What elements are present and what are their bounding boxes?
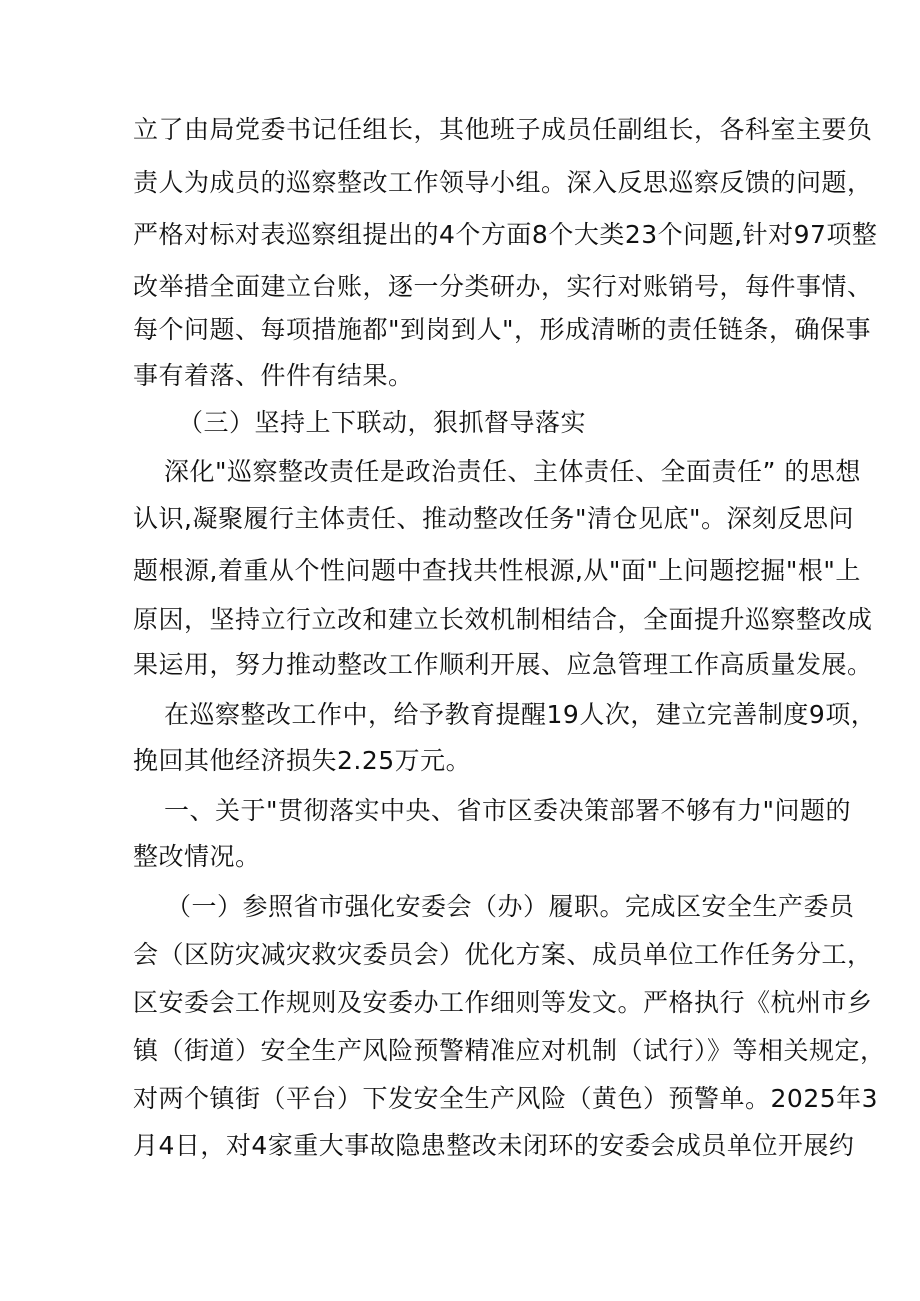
section-heading-3: （三）坚持上下联动，狠抓督导落实 <box>178 408 587 437</box>
paragraph-line-10: 原因，坚持立行立改和建立长效机制相结合，全面提升巡察整改成 <box>133 605 873 634</box>
chapter-heading-1-cont: 整改情况。 <box>133 842 261 871</box>
paragraph-line-4: 改举措全面建立台账，逐一分类研办，实行对账销号，每件事情、 <box>133 272 873 301</box>
paragraph-line-5: 每个问题、每项措施都"到岗到人"，形成清晰的责任链条，确保事 <box>133 315 872 344</box>
paragraph-line-2: 责人为成员的巡察整改工作领导小组。深入反思巡察反馈的问题， <box>133 168 873 197</box>
paragraph-line-17: 镇（街道）安全生产风险预警精准应对机制（试行）》等相关规定， <box>133 1036 886 1065</box>
paragraph-line-19: 月4日，对4家重大事故隐患整改未闭环的安委会成员单位开展约 <box>133 1131 855 1160</box>
paragraph-line-3: 严格对标对表巡察组提出的4个方面8个大类23个问题,针对97项整 <box>133 220 878 249</box>
paragraph-line-13: 挽回其他经济损失2.25万元。 <box>133 746 472 775</box>
paragraph-line-7: 深化"巡察整改责任是政治责任、主体责任、全面责任” 的思想 <box>164 457 861 486</box>
paragraph-line-14: （一）参照省市强化安委会（办）履职。完成区安全生产委员 <box>166 892 855 921</box>
paragraph-line-8: 认识,凝聚履行主体责任、推动整改任务"清仓见底"。深刻反思问 <box>133 504 854 533</box>
paragraph-line-9: 题根源,着重从个性问题中查找共性根源,从"面"上问题挖掘"根"上 <box>133 556 861 585</box>
paragraph-line-6: 事有着落、件件有结果。 <box>133 361 414 390</box>
paragraph-line-18: 对两个镇街（平台）下发安全生产风险（黄色）预警单。2025年3 <box>133 1084 879 1113</box>
paragraph-line-11: 果运用，努力推动整改工作顺利开展、应急管理工作高质量发展。 <box>133 650 873 679</box>
paragraph-line-16: 区安委会工作规则及安委办工作细则等发文。严格执行《杭州市乡 <box>133 988 873 1017</box>
paragraph-line-12: 在巡察整改工作中，给予教育提醒19人次，建立完善制度9项， <box>164 700 877 729</box>
paragraph-line-15: 会（区防灾减灾救灾委员会）优化方案、成员单位工作任务分工， <box>133 940 873 969</box>
chapter-heading-1: 一、关于"贯彻落实中央、省市区委决策部署不够有力"问题的 <box>164 796 852 825</box>
paragraph-line-1: 立了由局党委书记任组长，其他班子成员任副组长，各科室主要负 <box>133 115 873 144</box>
